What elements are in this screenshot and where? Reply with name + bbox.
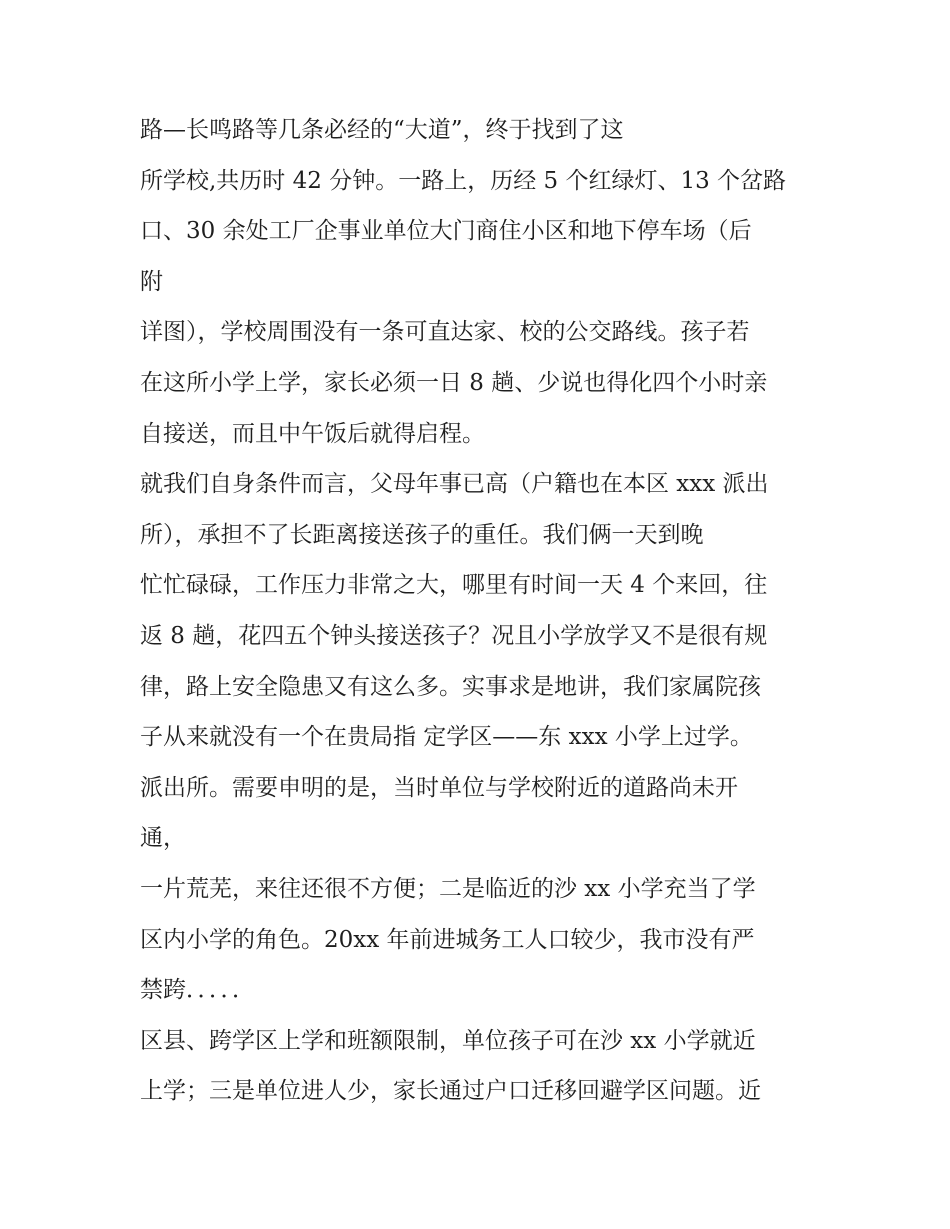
text-line: 附 — [140, 268, 163, 295]
text-line: 区内小学的角色。20xx 年前进城务工人口较少，我市没有严 — [140, 926, 755, 953]
text-line: 就我们自身条件而言，父母年事已高（户籍也在本区 xxx 派出 — [140, 471, 769, 498]
text-line: 一片荒芜，来往还很不方便；二是临近的沙 xx 小学充当了学 — [140, 875, 756, 902]
text-line: 所），承担不了长距离接送孩子的重任。我们俩一天到晚 — [140, 521, 704, 548]
text-line: 所学校,共历时 42 分钟。一路上，历经 5 个红绿灯、13 个岔路 — [140, 167, 787, 194]
text-line: 路—长鸣路等几条必经的“大道”，终于找到了这 — [140, 117, 624, 143]
text-line: 区县、跨学区上学和班额限制，单位孩子可在沙 xx 小学就近 — [140, 1027, 756, 1054]
text-line: 律，路上安全隐患又有这么多。实事求是地讲，我们家属院孩 — [140, 673, 761, 700]
text-line: 详图），学校周围没有一条可直达家、校的公交路线。孩子若 — [140, 319, 750, 346]
text-line: 上学；三是单位进人少，家长通过户口迁移回避学区问题。近 — [140, 1078, 761, 1105]
document-body — [140, 105, 840, 1117]
text-line: 通， — [140, 825, 186, 852]
text-line: 派出所。需要申明的是，当时单位与学校附近的道路尚未开 — [140, 774, 738, 801]
text-line: 自接送，而且中午饭后就得启程。 — [140, 420, 485, 447]
text-line: 口、30 余处工厂企事业单位大门商住小区和地下停车场（后 — [140, 218, 752, 245]
text-line: 子从来就没有一个在贵局指 定学区——东 xxx 小学上过学。 — [140, 724, 753, 751]
text-line: 在这所小学上学，家长必须一日 8 趟、少说也得化四个小时亲 — [140, 369, 768, 396]
text-line: 禁跨．．．．． — [140, 977, 255, 1004]
text-line: 返 8 趟，花四五个钟头接送孩子？况且小学放学又不是很有规 — [140, 622, 768, 649]
text-line: 忙忙碌碌，工作压力非常之大，哪里有时间一天 4 个来回，往 — [140, 572, 768, 599]
